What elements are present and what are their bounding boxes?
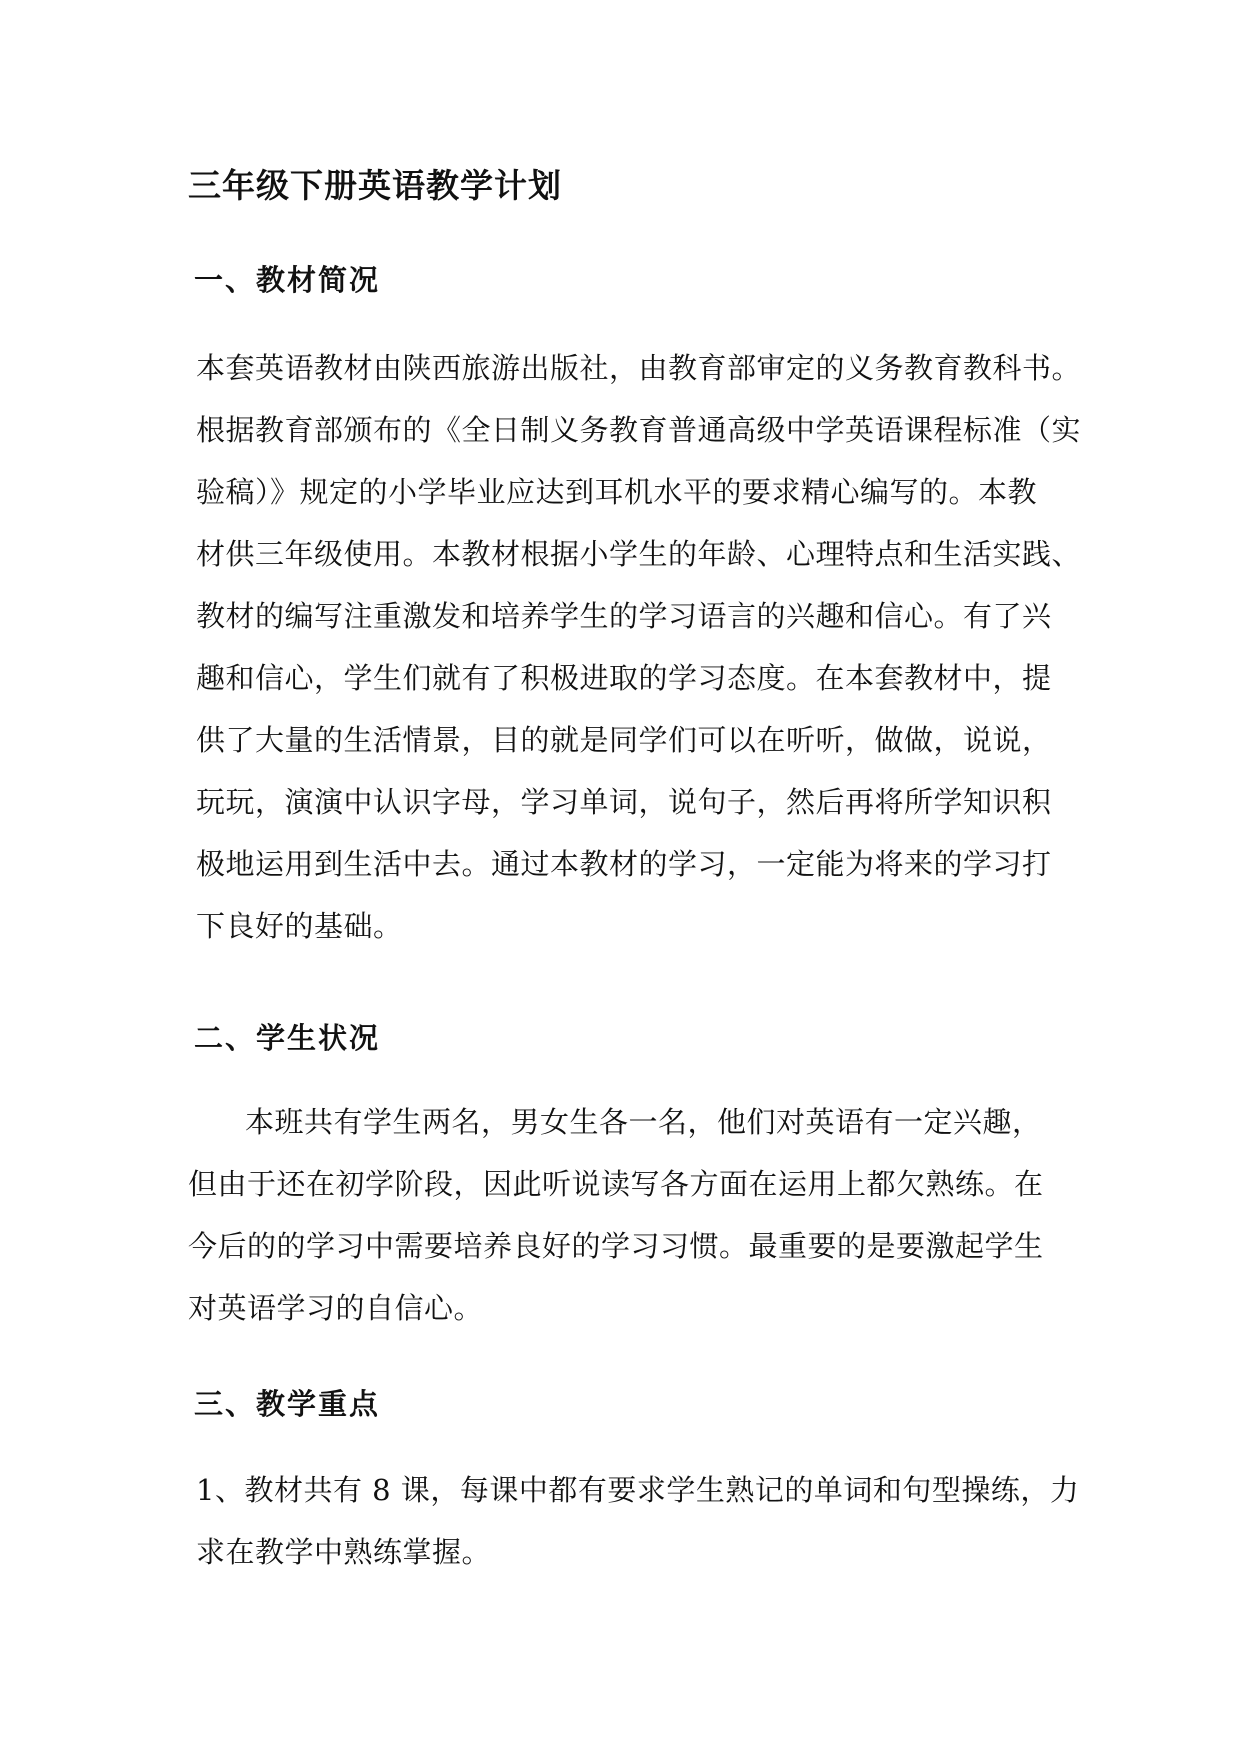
paragraph-line: 供了大量的生活情景，目的就是同学们可以在听听，做做，说说，	[196, 723, 1052, 757]
paragraph-line: 但由于还在初学阶段，因此听说读写各方面在运用上都欠熟练。在	[188, 1167, 1044, 1201]
section-heading-teaching-focus: 三、教学重点	[194, 1387, 381, 1421]
paragraph-line: 验稿）》规定的小学毕业应达到耳机水平的要求精心编写的。本教	[196, 475, 1038, 509]
paragraph-line: 对英语学习的自信心。	[188, 1291, 484, 1325]
paragraph-line: 求在教学中熟练掌握。	[196, 1535, 492, 1569]
page-title: 三年级下册英语教学计划	[188, 166, 562, 205]
section-heading-materials: 一、教材简况	[194, 263, 381, 297]
paragraph-line: 今后的的学习中需要培养良好的学习习惯。最重要的是要激起学生	[188, 1229, 1044, 1263]
paragraph-line: 本班共有学生两名，男女生各一名，他们对英语有一定兴趣，	[245, 1105, 1042, 1139]
paragraph-line: 教材的编写注重激发和培养学生的学习语言的兴趣和信心。有了兴	[196, 599, 1052, 633]
paragraph-line: 材供三年级使用。本教材根据小学生的年龄、心理特点和生活实践、	[196, 537, 1082, 571]
paragraph-line: 下良好的基础。	[196, 909, 403, 943]
paragraph-line: 根据教育部颁布的《全日制义务教育普通高级中学英语课程标准（实	[196, 413, 1082, 447]
paragraph-line: 玩玩，演演中认识字母，学习单词，说句子，然后再将所学知识积	[196, 785, 1052, 819]
paragraph-line: 极地运用到生活中去。通过本教材的学习，一定能为将来的学习打	[196, 847, 1052, 881]
paragraph-line: 1、教材共有 8 课，每课中都有要求学生熟记的单词和句型操练，力	[196, 1473, 1080, 1507]
section-heading-students: 二、学生状况	[194, 1021, 381, 1055]
paragraph-line: 本套英语教材由陕西旅游出版社，由教育部审定的义务教育教科书。	[196, 351, 1082, 385]
paragraph-line: 趣和信心，学生们就有了积极进取的学习态度。在本套教材中，提	[196, 661, 1052, 695]
